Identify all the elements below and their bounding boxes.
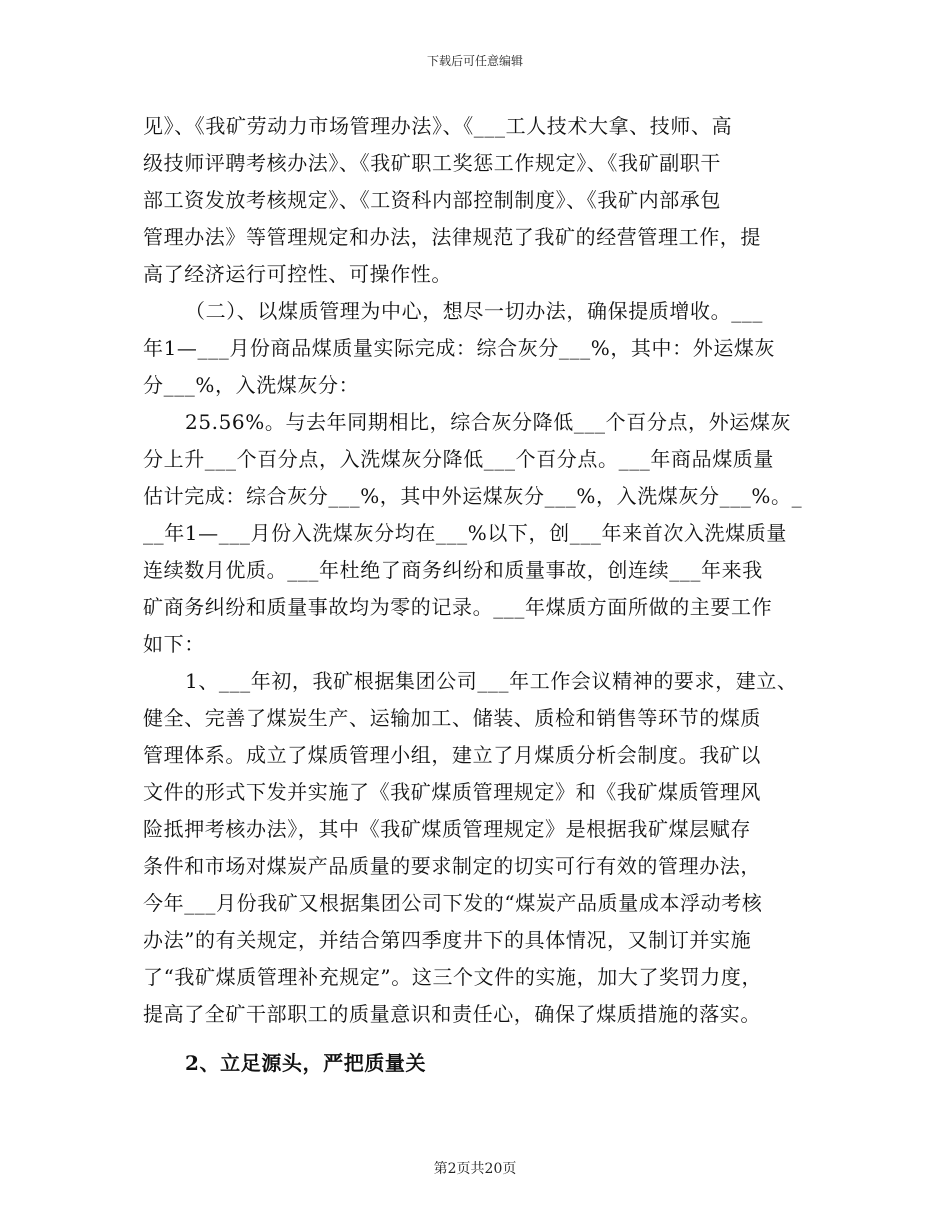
text-line: 25.56%。与去年同期相比，综合灰分降低___个百分点，外运煤灰	[185, 410, 792, 434]
text-line: 险抵押考核办法》，其中《我矿煤质管理规定》是根据我矿煤层赋存	[143, 817, 751, 841]
text-line: 健全、完善了煤炭生产、运输加工、储装、质检和销售等环节的煤质	[143, 706, 761, 730]
text-line: 年1—___月份商品煤质量实际完成：综合灰分___%，其中：外运煤灰	[143, 336, 776, 360]
text-line: 部工资发放考核规定》、《工资科内部控制制度》、《我矿内部承包	[143, 188, 721, 212]
text-line: 矿商务纠纷和质量事故均为零的记录。___年煤质方面所做的主要工作	[143, 595, 773, 619]
text-line: （二）、以煤质管理为中心，想尽一切办法，确保提质增收。___	[185, 299, 763, 323]
text-line: 级技师评聘考核办法》、《我矿职工奖惩工作规定》、《我矿副职干	[143, 151, 721, 175]
section-heading: 2、立足源头，严把质量关	[185, 1051, 427, 1075]
text-line: __年1—___月份入洗煤灰分均在___%以下，创___年来首次入洗煤质量	[143, 521, 787, 545]
text-line: 了“我矿煤质管理补充规定”。这三个文件的实施，加大了奖罚力度，	[143, 965, 763, 989]
text-line: 见》、《我矿劳动力市场管理办法》、《___工人技术大拿、技师、高	[143, 114, 733, 138]
text-line: 分___%，入洗煤灰分：	[143, 373, 360, 397]
text-line: 今年___月份我矿又根据集团公司下发的“煤炭产品质量成本浮动考核	[143, 891, 763, 915]
text-line: 文件的形式下发并实施了《我矿煤质管理规定》和《我矿煤质管理风	[143, 780, 761, 804]
text-line: 管理办法》等管理规定和办法，法律规范了我矿的经营管理工作，提	[143, 225, 761, 249]
text-line: 估计完成：综合灰分___%，其中外运煤灰分___%，入洗煤灰分___%。_	[143, 484, 803, 508]
text-line: 提高了全矿干部职工的质量意识和责任心，确保了煤质措施的落实。	[143, 1002, 761, 1026]
page-header: 下载后可任意编辑	[426, 54, 523, 68]
text-line: 如下：	[143, 632, 205, 656]
text-line: 办法”的有关规定，并结合第四季度井下的具体情况，又制订并实施	[143, 928, 752, 952]
document-body	[143, 108, 823, 1082]
text-line: 连续数月优质。___年杜绝了商务纠纷和质量事故，创连续___年来我	[143, 558, 763, 582]
text-line: 条件和市场对煤炭产品质量的要求制定的切实可行有效的管理办法，	[143, 854, 761, 878]
page-number: 第2页共20页	[433, 1161, 517, 1177]
text-line: 管理体系。成立了煤质管理小组，建立了月煤质分析会制度。我矿以	[143, 743, 761, 767]
text-line: 分上升___个百分点，入洗煤灰分降低___个百分点。___年商品煤质量	[143, 447, 774, 471]
text-line: 高了经济运行可控性、可操作性。	[143, 262, 452, 286]
text-line: 1、___年初，我矿根据集团公司___年工作会议精神的要求，建立、	[185, 669, 798, 693]
